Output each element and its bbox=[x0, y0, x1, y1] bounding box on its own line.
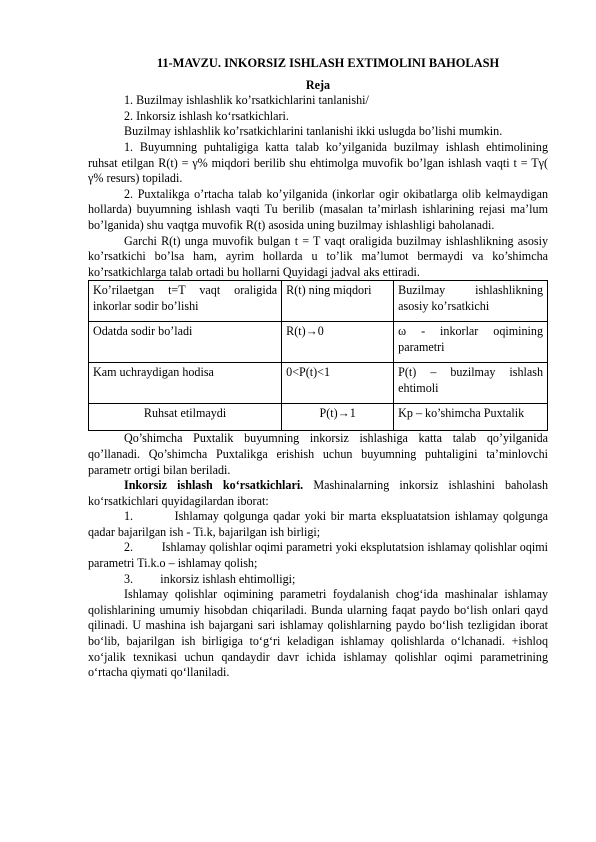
list-item bbox=[88, 509, 548, 540]
list-number: 2. bbox=[124, 540, 134, 555]
list-number: 3. bbox=[124, 571, 134, 586]
table-row bbox=[89, 363, 548, 404]
table-cell: R(t)→0 bbox=[282, 322, 394, 363]
document-page bbox=[88, 56, 548, 681]
plan-item-2: 2. Inkorsiz ishlash ko‘rsatkichlari. bbox=[124, 108, 289, 123]
table-cell: Ruhsat etilmaydi bbox=[89, 404, 282, 431]
paragraph-1: 1. Buyumning puhtaligiga katta talab ko’yilganida buzilmay ishlash ehtimolining ruhsat etilgan R(t) = γ% miqdori berilib shu ehtimolga muvofik bo’lgan ishlash vaqti t = Tγ( γ% resurs) topiladi. bbox=[88, 139, 549, 186]
table-cell: ω - inkorlar oqimining parametri bbox=[394, 322, 548, 363]
paragraph-6: Ishlamay qolishlar oqimining parametri foydalanish chog‘ida mashinalar ishlamay qolishlarining umumiy hisobdan chiqariladi. Bunda ularning faqat paydo bo‘lish onlari qayd qilinadi. U mashina ish bajargani sari ishlamay qolishlarning paydo bo‘lish tezligidan iborat bo‘lib, bajarilgan ish birligiga to‘g‘ri keladigan ishlamay qolishlarda o‘lchanadi. +ishloq xo‘jalik texnikasi uchun qandaydir davr ichida ishlamay qolishlar oqimi parametrining o‘rtacha qiymati qo‘llaniladi. bbox=[88, 587, 548, 680]
paragraph-3: Garchi R(t) unga muvofik bulgan t = T vaqt oraligida buzilmay ishlashlikning asosiy ko’rsatkichi bo’lsa ham, ayrim hollarda u to’lik ma’lumot bermaydi va ko’shimcha ko’rsatkichlarga talab ortadi bu hollarni Quyidagi jadval aks ettiradi. bbox=[88, 233, 548, 279]
list-text: Ishlamay qolishlar oqimi parametri yoki eksplutatsion ishlamay qolishlar oqimi parametri Ti.k.o – ishlamay qolish; bbox=[88, 540, 548, 571]
table-cell: Odatda sodir bo’ladi bbox=[89, 322, 282, 363]
table-row bbox=[89, 322, 548, 363]
plan-item-1: 1. Buzilmay ishlashlik ko’rsatkichlarini tanlanishi/ bbox=[124, 93, 369, 108]
plan-heading: Reja bbox=[305, 77, 331, 92]
intro-paragraph: Buzilmay ishlashlik ko’rsatkichlarini tanlanishi ikki uslugda bo’lishi mumkin. bbox=[124, 124, 503, 139]
table-cell: Kam uchraydigan hodisa bbox=[89, 363, 282, 404]
indicators-table bbox=[88, 280, 548, 431]
table-cell: Ko’rilaetgan t=T vaqt oraligida inkorlar sodir bo’lishi bbox=[89, 281, 282, 322]
section-heading: Inkorsiz ishlash ko‘rsatkichlari. bbox=[124, 478, 304, 493]
list-text: inkorsiz ishlash ehtimolligi; bbox=[160, 571, 296, 586]
table-cell: 0<P(t)<1 bbox=[282, 363, 394, 404]
table-cell: Kp – ko’shimcha Puxtalik bbox=[394, 404, 548, 431]
paragraph-2: 2. Puxtalikga o’rtacha talab ko’yilganida (inkorlar ogir okibatlarga olib kelmaydigan hollarda) buyumning ishlash vaqti Tu berilib (masalan ta’mirlash ishlarining rejasi ma’lum bo’lganida) shu vaqtga muvofik R(t) asosida uning buzilmay ishlashligi baholanadi. bbox=[88, 186, 548, 232]
table-row bbox=[89, 281, 548, 322]
table-cell: R(t) ning miqdori bbox=[282, 281, 394, 322]
table-row bbox=[89, 404, 548, 431]
list-item bbox=[88, 540, 548, 571]
table-cell: P(t)→1 bbox=[282, 404, 394, 431]
list-item bbox=[88, 572, 548, 588]
paragraph-5-text: Mashinalarning inkorsiz ishlashini baholash ko‘rsatkichlari quyidagilardan iborat: bbox=[88, 478, 548, 508]
list-number: 1. bbox=[124, 509, 134, 524]
list-text: Ishlamay qolgunga qadar yoki bir marta ekspluatatsion ishlamay qolgunga qadar bajarilgan ish - Ti.k, bajarilgan ish birligi; bbox=[88, 509, 548, 539]
table-cell: P(t) – buzilmay ishlash ehtimoli bbox=[394, 363, 548, 404]
paragraph-4: Qo’shimcha Puxtalik buyumning inkorsiz ishlashiga katta talab qo’yilganida qo’llanadi. Qo’shimcha Puxtalikga erishish uchun buyumning puhtaligini ta’minlovchi parametr ortigi bilan beriladi. bbox=[88, 431, 548, 477]
paragraph-5 bbox=[88, 478, 548, 509]
document-title: 11-MAVZU. INKORSIZ ISHLASH EXTIMOLINI BAHOLASH bbox=[156, 56, 500, 70]
table-cell: Buzilmay ishlashlikning asosiy ko’rsatkichi bbox=[394, 281, 548, 322]
